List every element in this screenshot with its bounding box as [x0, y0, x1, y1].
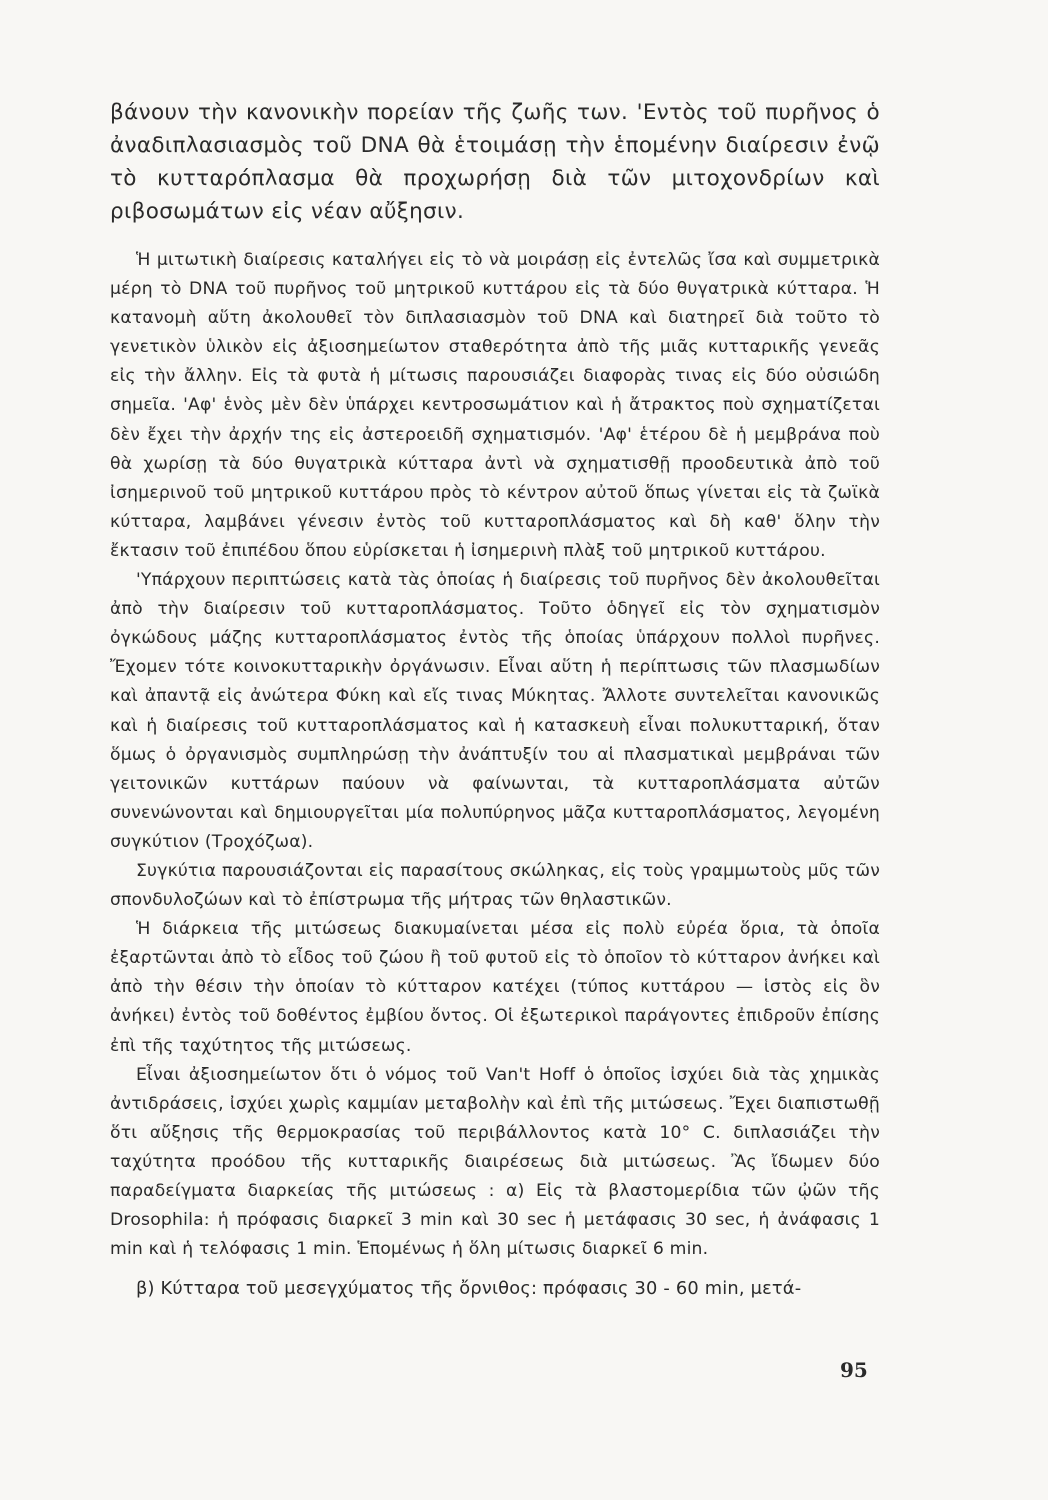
paragraph: βάνουν τὴν κανονικὴν πορείαν τῆς ζωῆς των. 'Εντὸς τοῦ πυρῆνος ὁ ἀναδιπλασιασμὸς τοῦ DNA θὰ ἑτοιμάσῃ τὴν ἑπομένην διαίρεσιν ἐνῷ τὸ κυτταρόπλασμα θὰ προχωρήσῃ διὰ τῶν μιτοχονδρίων καὶ ριβοσωμάτων εἰς νέαν αὔξησιν.	[110, 100, 880, 224]
paragraph: Εἶναι ἀξιοσημείωτον ὅτι ὁ νόμος τοῦ Van't Hoff ὁ ὁποῖος ἰσχύει διὰ τὰς χημικὰς ἀντιδράσεις, ἰσχύει χωρὶς καμμίαν μεταβολὴν καὶ ἐπὶ τῆς μιτώσεως. Ἔχει διαπιστωθῇ ὅτι αὔξησις τῆς θερμοκρασίας τοῦ περιβάλλοντος κατὰ 10° C. διπλασιάζει τὴν ταχύτητα προόδου τῆς κυτταρικῆς διαιρέσεως διὰ μιτώσεως. Ἂς ἴδωμεν δύο παραδείγματα διαρκείας τῆς μιτώσεως : α) Εἰς τὰ βλαστομερίδια τῶν ᾠῶν τῆς Drosophila: ἡ πρόφασις διαρκεῖ 3 min καὶ 30 sec ἡ μετάφασις 30 sec, ἡ ἀνάφασις 1 min καὶ ἡ τελόφασις 1 min. Ἑπομένως ἡ ὅλη μίτωσις διαρκεῖ 6 min.	[110, 1064, 880, 1260]
paragraph: Συγκύτια παρουσιάζονται εἰς παρασίτους σκώληκας, εἰς τοὺς γραμμωτοὺς μῦς τῶν σπονδυλοζώων καὶ τὸ ἐπίστρωμα τῆς μήτρας τῶν θηλαστικῶν.	[110, 860, 880, 911]
body-text	[110, 96, 880, 1303]
paragraph: 'Υπάρχουν περιπτώσεις κατὰ τὰς ὁποίας ἡ διαίρεσις τοῦ πυρῆνος δὲν ἀκολουθεῖται ἀπὸ τὴν διαίρεσιν τοῦ κυτταροπλάσματος. Τοῦτο ὁδηγεῖ εἰς τὸν σχηματισμὸν ὀγκώδους μάζης κυτταροπλάσματος ἐντὸς τῆς ὁποίας ὑπάρχουν πολλοὶ πυρῆνες. Ἔχομεν τότε κοινοκυτταρικὴν ὀργάνωσιν. Εἶναι αὕτη ἡ περίπτωσις τῶν πλασμωδίων καὶ ἀπαντᾷ εἰς ἀνώτερα Φύκη καὶ εἴς τινας Μύκητας. Ἄλλοτε συντελεῖται κανονικῶς καὶ ἡ διαίρεσις τοῦ κυτταροπλάσματος καὶ ἡ κατασκευὴ εἶναι πολυκυτταρική, ὅταν ὅμως ὁ ὀργανισμὸς συμπληρώσῃ τὴν ἀνάπτυξίν του αἱ πλασματικαὶ μεμβράναι τῶν γειτονικῶν κυττάρων παύουν νὰ φαίνωνται, τὰ κυτταροπλάσματα αὐτῶν συνενώνονται καὶ δημιουργεῖται μία πολυπύρηνος μᾶζα κυτταροπλάσματος, λεγομένη συγκύτιον (Τροχόζωα).	[110, 570, 880, 852]
paragraph: Ἡ διάρκεια τῆς μιτώσεως διακυμαίνεται μέσα εἰς πολὺ εὐρέα ὅρια, τὰ ὁποῖα ἐξαρτῶνται ἀπὸ τὸ εἶδος τοῦ ζώου ἢ τοῦ φυτοῦ εἰς τὸ ὁποῖον τὸ κύτταρον ἀνήκει καὶ ἀπὸ τὴν θέσιν τὴν ὁποίαν τὸ κύτταρον κατέχει (τύπος κυττάρου — ἱστὸς εἰς ὃν ἀνήκει) ἐντὸς τοῦ δοθέντος ἐμβίου ὄντος. Οἱ ἐξωτερικοὶ παράγοντες ἐπιδροῦν ἐπίσης ἐπὶ τῆς ταχύτητος τῆς μιτώσεως.	[110, 919, 880, 1056]
paragraph: β) Κύτταρα τοῦ μεσεγχύματος τῆς ὄρνιθος: πρόφασις 30 - 60 min, μετά-	[136, 1278, 802, 1300]
paragraph: Ἡ μιτωτικὴ διαίρεσις καταλήγει εἰς τὸ νὰ μοιράσῃ εἰς ἐντελῶς ἴσα καὶ συμμετρικὰ μέρη τὸ DNA τοῦ πυρῆνος τοῦ μητρικοῦ κυττάρου εἰς τὰ δύο θυγατρικὰ κύτταρα. Ἡ κατανομὴ αὕτη ἀκολουθεῖ τὸν διπλασιασμὸν τοῦ DNA καὶ διατηρεῖ διὰ τοῦτο τὸ γενετικὸν ὑλικὸν εἰς ἀξιοσημείωτον σταθερότητα ἀπὸ τῆς μιᾶς κυτταρικῆς γενεᾶς εἰς τὴν ἄλλην. Εἰς τὰ φυτὰ ἡ μίτωσις παρουσιάζει διαφορὰς τινας εἰς δύο οὐσιώδη σημεῖα. 'Αφ' ἑνὸς μὲν δὲν ὑπάρχει κεντροσωμάτιον καὶ ἡ ἄτρακτος ποὺ σχηματίζεται δὲν ἔχει τὴν ἀρχήν της εἰς ἀστεροειδῆ σχηματισμόν. 'Αφ' ἑτέρου δὲ ἡ μεμβράνα ποὺ θὰ χωρίσῃ τὰ δύο θυγατρικὰ κύτταρα ἀντὶ νὰ σχηματισθῇ προοδευτικὰ ἀπὸ τοῦ ἰσημερινοῦ τοῦ μητρικοῦ κυττάρου πρὸς τὸ κέντρον αὐτοῦ ὅπως γίνεται εἰς τὰ ζωϊκὰ κύτταρα, λαμβάνει γένεσιν ἐντὸς τοῦ κυτταροπλάσματος καὶ δὴ καθ' ὅλην τὴν ἔκτασιν τοῦ ἐπιπέδου ὅπου εὑρίσκεται ἡ ἰσημερινὴ πλὰξ τοῦ μητρικοῦ κυττάρου.	[110, 250, 880, 561]
page-number: 95	[840, 1358, 868, 1382]
